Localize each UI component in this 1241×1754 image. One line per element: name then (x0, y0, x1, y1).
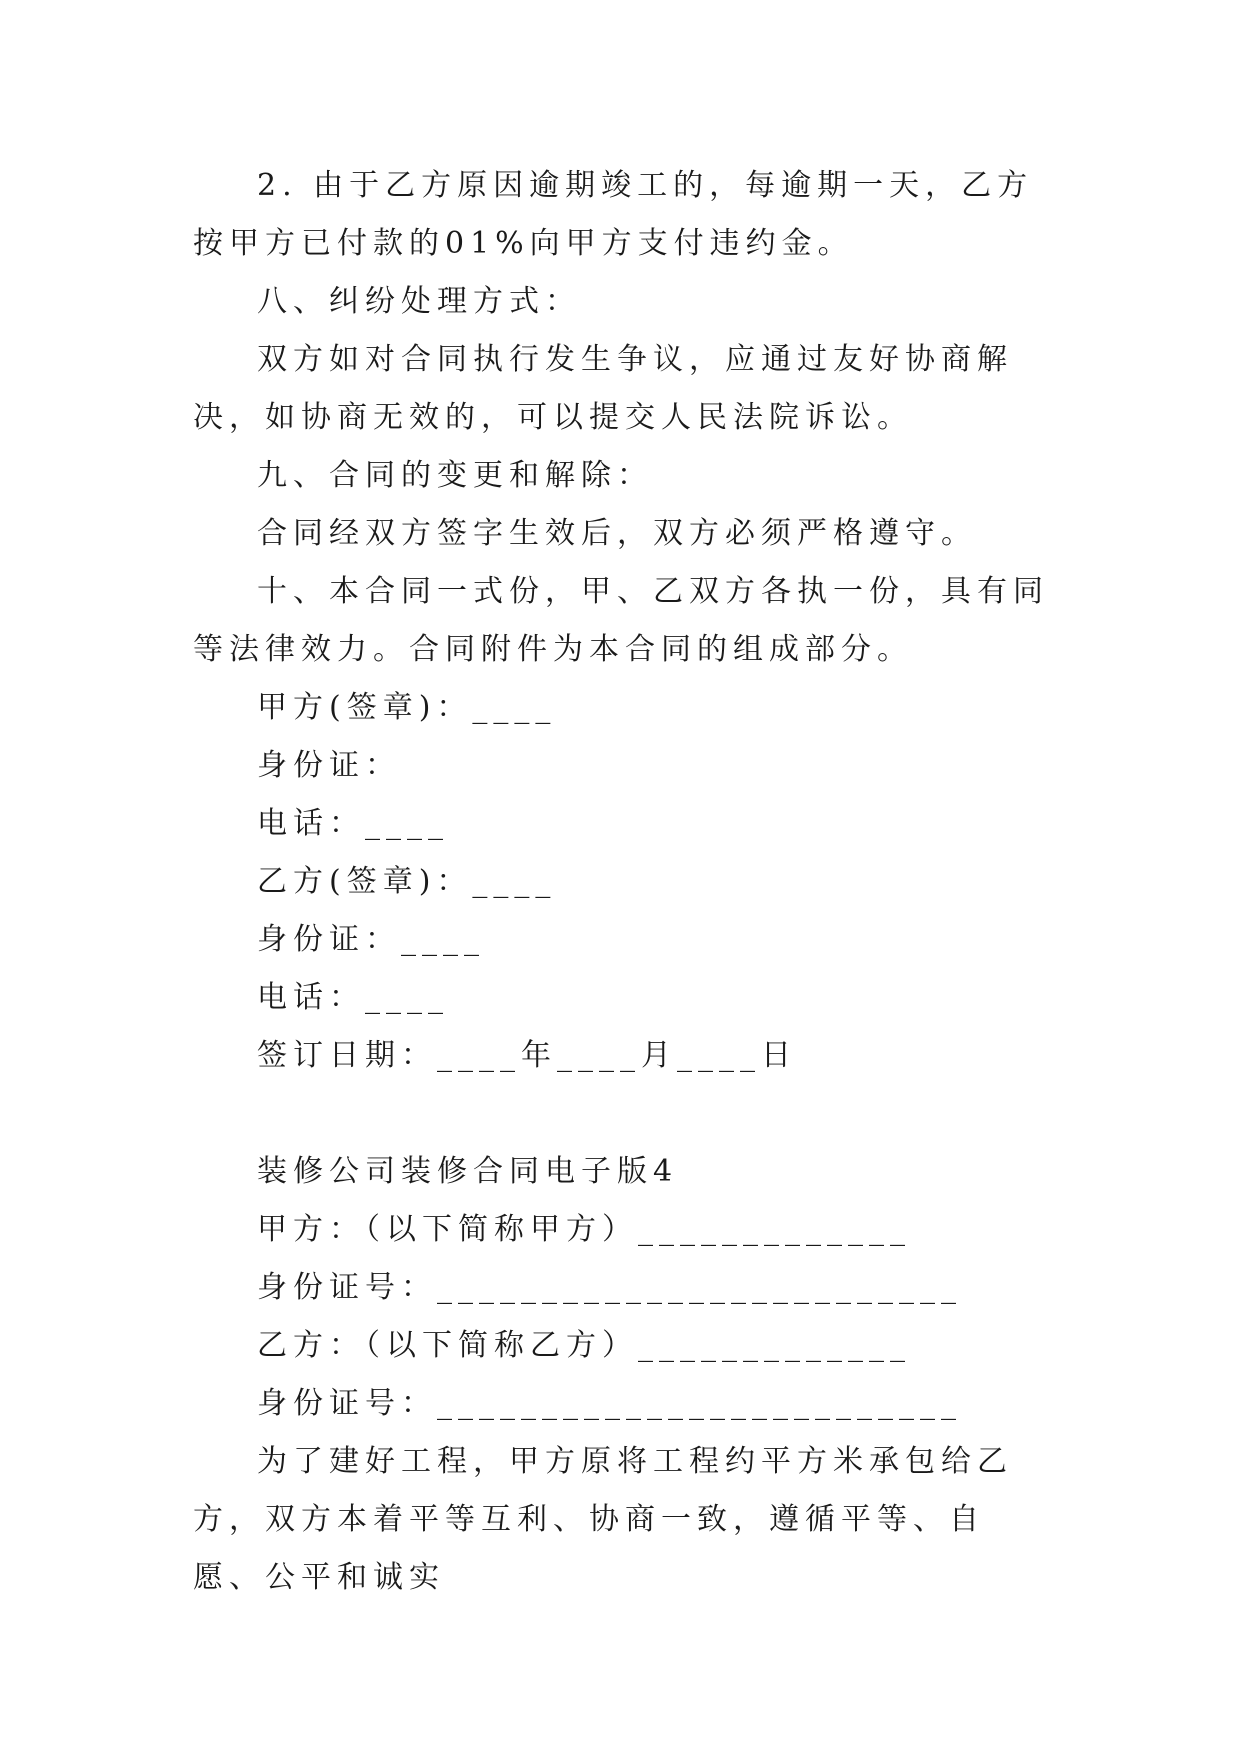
intro-paragraph: 为了建好工程，甲方原将工程约平方米承包给乙方，双方本着平等互利、协商一致，遵循平等、自愿、公平和诚实 (193, 1444, 1013, 1595)
party-b-field: 乙方：（以下简称乙方）_____________ (257, 1328, 911, 1363)
signature-id-a: 身份证： (257, 748, 401, 783)
signature-party-a: 甲方(签章)：____ (257, 690, 557, 725)
id-b-field: 身份证号：_________________________ (257, 1386, 962, 1421)
heading-change-termination: 九、合同的变更和解除： (257, 458, 653, 493)
party-a-field: 甲方：（以下简称甲方）_____________ (257, 1212, 911, 1247)
signature-phone-b: 电话：____ (257, 980, 449, 1015)
document-body (193, 157, 1053, 1607)
signature-party-b: 乙方(签章)：____ (257, 864, 557, 899)
heading-dispute-resolution: 八、纠纷处理方式： (257, 284, 581, 319)
signature-date: 签订日期：____年____月____日 (257, 1038, 797, 1073)
clause-dispute: 双方如对合同执行发生争议，应通过友好协商解决，如协商无效的，可以提交人民法院诉讼。 (193, 342, 1013, 435)
signature-phone-a: 电话：____ (257, 806, 449, 841)
id-a-field: 身份证号：_________________________ (257, 1270, 962, 1305)
clause-copies: 十、本合同一式份，甲、乙双方各执一份，具有同等法律效力。合同附件为本合同的组成部分。 (193, 574, 1049, 667)
signature-id-b: 身份证：____ (257, 922, 485, 957)
section-title: 装修公司装修合同电子版4 (257, 1154, 679, 1189)
clause-change: 合同经双方签字生效后，双方必须严格遵守。 (257, 516, 977, 551)
section-spacer (193, 1085, 1053, 1143)
clause-overdue-penalty: 2. 由于乙方原因逾期竣工的，每逾期一天，乙方按甲方已付款的01%向甲方支付违约金。 (193, 168, 1034, 261)
